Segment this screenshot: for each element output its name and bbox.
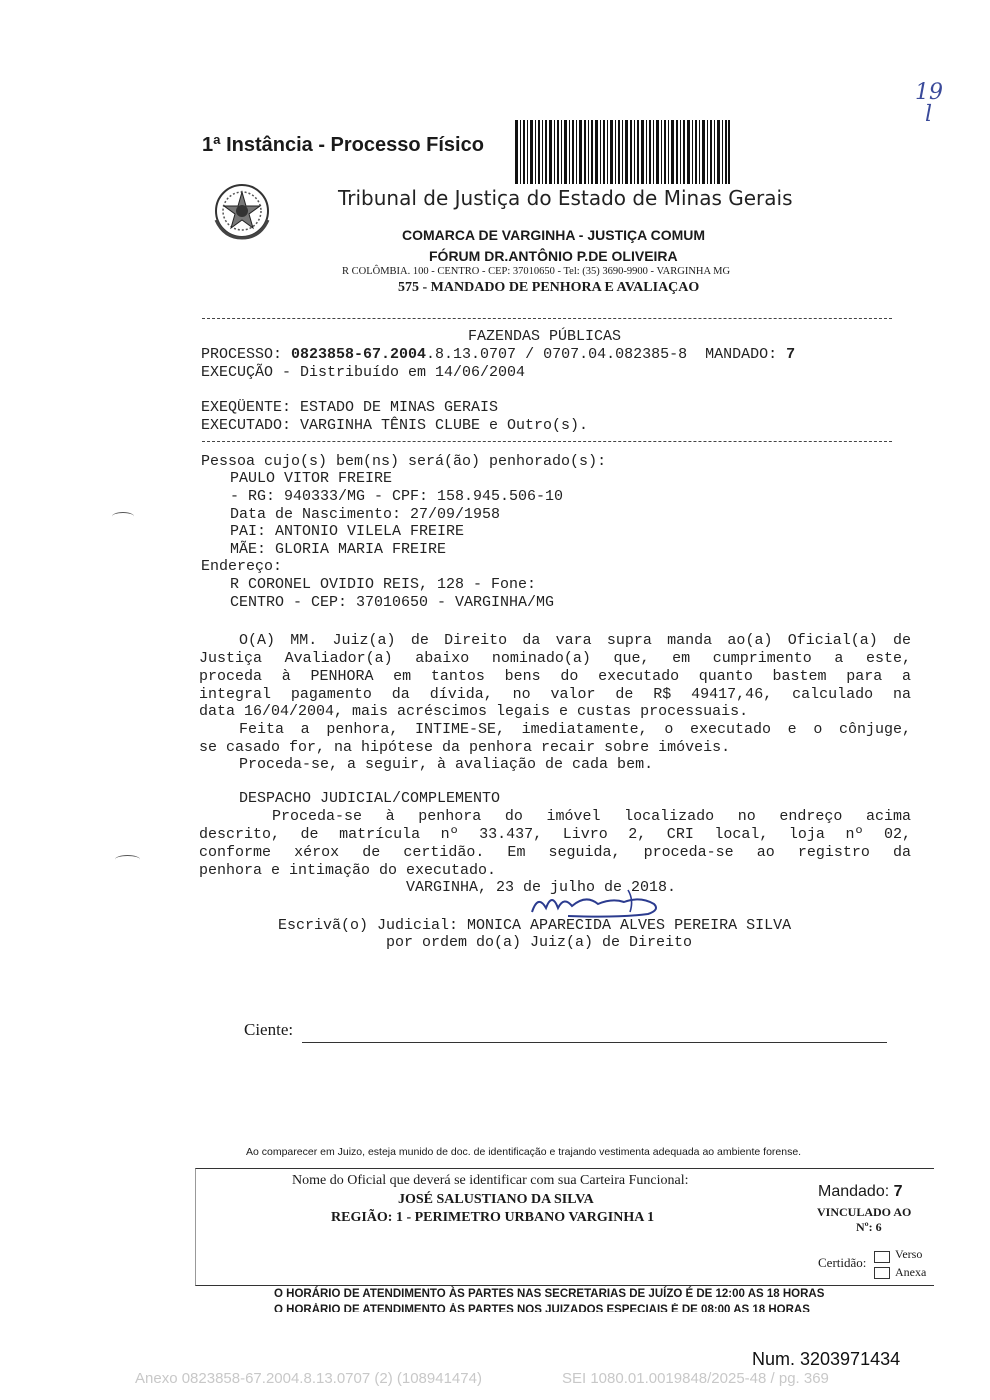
officer-name: JOSÉ SALUSTIANO DA SILVA	[398, 1192, 594, 1207]
processo-label: PROCESSO:	[201, 346, 292, 363]
address-label: Endereço:	[201, 558, 283, 575]
execucao-line: EXECUÇÃO - Distribuído em 14/06/2004	[201, 364, 526, 381]
annex-watermark: Anexo 0823858-67.2004.8.13.0707 (2) (108941474)	[135, 1370, 482, 1387]
hours-secretarias: O HORÁRIO DE ATENDIMENTO ÀS PARTES NAS SECRETARIAS DE JUÍZO É DE 12:00 AS 18 HORAS	[274, 1288, 825, 1300]
person-name: PAULO VITOR FREIRE	[230, 470, 393, 487]
vinculado-value: Nº: 6	[856, 1220, 882, 1234]
order-paragraph-line: Justiça Avaliador(a) abaixo nominado(a) que, em cumprimento a este,	[199, 650, 911, 667]
mandado-number: 7	[786, 346, 796, 363]
despacho-title: DESPACHO JUDICIAL/COMPLEMENTO	[239, 790, 501, 807]
handwritten-number: 19	[915, 80, 943, 105]
handwritten-page-number	[915, 82, 955, 132]
executado-line: EXECUTADO: VARGINHA TÊNIS CLUBE e Outro(s).	[201, 417, 589, 434]
address-line-2: CENTRO - CEP: 37010650 - VARGINHA/MG	[230, 594, 555, 611]
officer-intro: Nome do Oficial que deverá se identificar com sua Carteira Funcional:	[292, 1173, 689, 1188]
certidao-label: Certidão:	[818, 1255, 867, 1270]
order-paragraph-line: integral pagamento da dívida, no valor de R$ 49417,46, calculado na	[199, 686, 911, 703]
mandado-box-line	[818, 1183, 903, 1201]
exequente-line: EXEQÜENTE: ESTADO DE MINAS GERAIS	[201, 399, 499, 416]
scan-mark	[115, 855, 140, 864]
scan-mark	[112, 512, 134, 521]
clerk-line: Escrivã(o) Judicial: MONICA APARECIDA ALVES PEREIRA SILVA	[278, 917, 792, 934]
processo-line	[201, 346, 795, 364]
person-father: PAI: ANTONIO VILELA FREIRE	[230, 523, 465, 540]
comarca-line: COMARCA DE VARGINHA - JUSTIÇA COMUM	[402, 227, 706, 243]
officer-region: REGIÃO: 1 - PERIMETRO URBANO VARGINHA 1	[331, 1210, 655, 1225]
barcode	[515, 120, 730, 184]
processo-suffix: .8.13.0707 / 0707.04.082385-8 MANDADO:	[426, 346, 787, 363]
order-paragraph-line: se casado for, na hipótese da penhora recair sobre imóveis.	[199, 739, 731, 756]
address-line-1: R CORONEL OVIDIO REIS, 128 - Fone:	[230, 576, 537, 593]
mandado-box-value: 7	[893, 1183, 903, 1200]
order-paragraph-line: O(A) MM. Juiz(a) de Direito da vara supra manda ao(a) Oficial(a) de	[239, 632, 911, 649]
despacho-line: descrito, de matrícula nº 33.437, Livro 2, CRI local, loja nº 02,	[199, 826, 911, 843]
anexa-checkbox[interactable]	[874, 1266, 890, 1284]
document-number: Num. 3203971434	[752, 1349, 901, 1369]
anexa-label: Anexa	[895, 1265, 927, 1279]
order-paragraph-line: proceda à PENHORA em tantos bens do executado quanto bastem para a	[199, 668, 911, 685]
person-mother: MÃE: GLORIA MARIA FREIRE	[230, 541, 447, 558]
section-title: FAZENDAS PÚBLICAS	[468, 328, 622, 345]
processo-number: 0823858-67.2004	[291, 346, 427, 363]
dashed-separator	[202, 318, 892, 319]
person-birth-date: Data de Nascimento: 27/09/1958	[230, 506, 501, 523]
order-paragraph-line: data 16/04/2004, mais acréscimos legais e custas processuais.	[199, 703, 749, 720]
date-line: VARGINHA, 23 de julho de 2018.	[406, 879, 677, 896]
ciente-label: Ciente:	[244, 1020, 294, 1039]
court-address: R COLÔMBIA. 100 - CENTRO - CEP: 37010650 - Tel: (35) 3690-9900 - VARGINHA MG	[342, 266, 731, 277]
handwritten-mark: l	[925, 102, 933, 127]
hours-juizados: O HORÁRIO DE ATENDIMENTO ÀS PARTES NOS JUIZADOS ESPECIAIS É DE 08:00 AS 18 HORAS	[274, 1304, 810, 1312]
forum-line: FÓRUM DR.ANTÔNIO P.DE OLIVEIRA	[429, 248, 678, 264]
person-documents: - RG: 940333/MG - CPF: 158.945.506-10	[230, 488, 564, 505]
despacho-line: Proceda-se à penhora do imóvel localizado no endreço acima	[272, 808, 911, 825]
order-paragraph-line: Proceda-se, a seguir, à avaliação de cada bem.	[239, 756, 654, 773]
person-intro: Pessoa cujo(s) bem(ns) será(ão) penhorado(s):	[201, 453, 607, 470]
verso-label: Verso	[895, 1247, 923, 1261]
document-type: 575 - MANDADO DE PENHORA E AVALIAÇAO	[398, 280, 700, 295]
court-notice: Ao comparecer em Juizo, esteja munido de doc. de identificação e trajando vestimenta adequada ao ambiente forense.	[246, 1146, 802, 1158]
sei-watermark: SEI 1080.01.0019848/2025-48 / pg. 369	[562, 1370, 829, 1387]
order-paragraph-line: Feita a penhora, INTIME-SE, imediatamente, o executado e o cônjuge,	[239, 721, 911, 738]
despacho-line: penhora e intimação do executado.	[199, 862, 497, 879]
vinculado-label: VINCULADO AO	[817, 1205, 912, 1219]
clerk-order-line: por ordem do(a) Juiz(a) de Direito	[386, 934, 693, 951]
coat-of-arms-icon	[210, 180, 274, 242]
tribunal-name: Tribunal de Justiça do Estado de Minas Gerais	[338, 186, 793, 210]
hours-juizados-clipped	[274, 1303, 844, 1312]
despacho-line: conforme xérox de certidão. Em seguida, proceda-se ao registro da	[199, 844, 911, 861]
ciente-signature-line[interactable]	[302, 1042, 887, 1043]
mandado-box-label: Mandado:	[818, 1183, 894, 1200]
instance-title: 1ª Instância - Processo Físico	[202, 134, 484, 156]
dashed-separator	[202, 441, 892, 442]
